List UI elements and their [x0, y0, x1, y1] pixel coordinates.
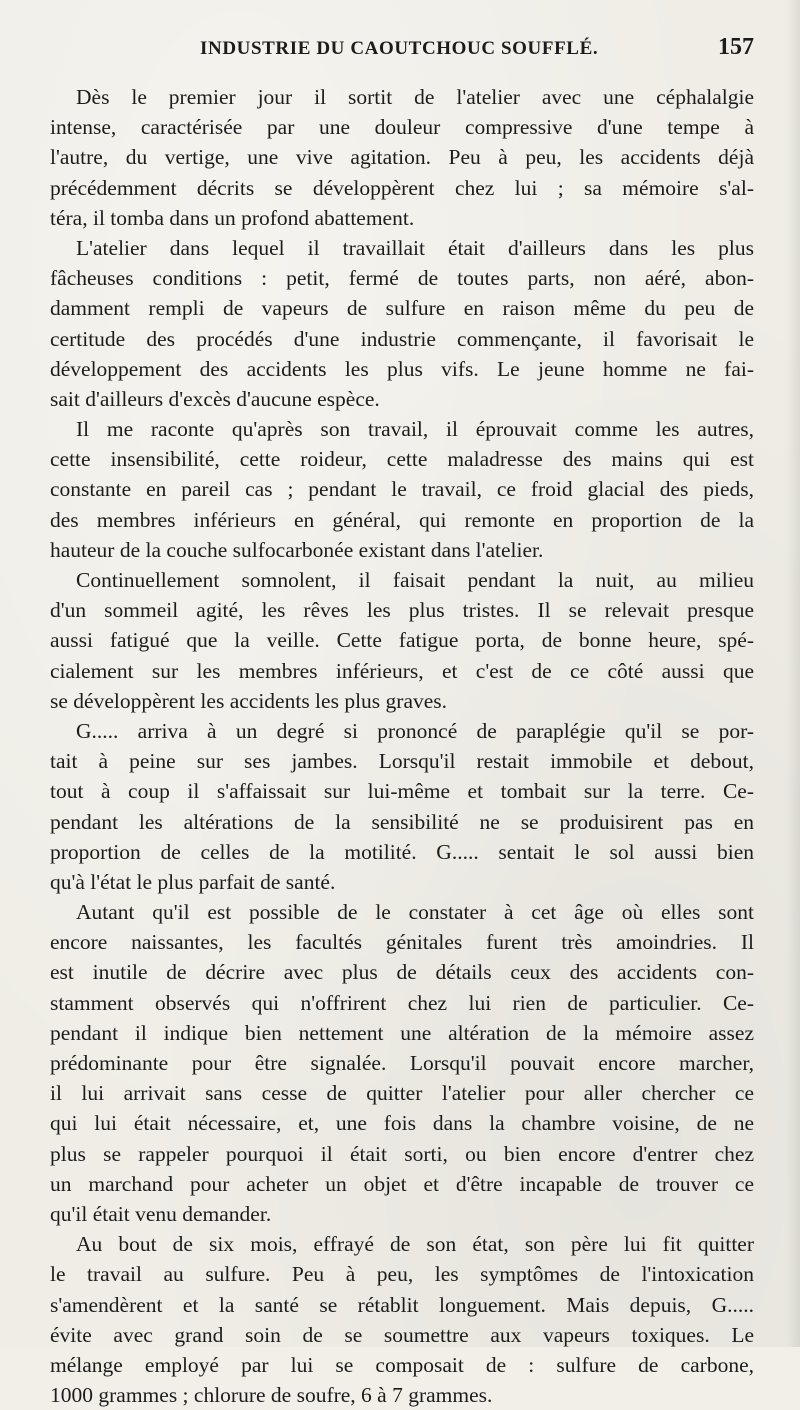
text-line: développement des accidents les plus vifs. Le jeune homme ne fai-: [50, 356, 754, 381]
paragraph: [50, 82, 754, 233]
text-line: pendant il indique bien nettement une altération de la mémoire assez: [50, 1020, 754, 1045]
text-line: tait à peine sur ses jambes. Lorsqu'il restait immobile et debout,: [50, 749, 754, 774]
text-line: s'amendèrent et la santé se rétablit longuement. Mais depuis, G.....: [50, 1292, 754, 1317]
text-line: fâcheuses conditions : petit, fermé de toutes parts, non aéré, abon-: [50, 266, 754, 291]
text-line: est inutile de décrire avec plus de détails ceux des accidents con-: [50, 960, 754, 985]
text-line: Dès le premier jour il sortit de l'atelier avec une céphalalgie: [76, 85, 754, 109]
text-line: le travail au sulfure. Peu à peu, les symptômes de l'intoxication: [50, 1262, 754, 1287]
paragraph: [50, 414, 754, 565]
text-line: précédemment décrits se développèrent chez lui ; sa mémoire s'al-: [50, 175, 754, 200]
page-number: 157: [718, 34, 754, 60]
running-title: INDUSTRIE DU CAOUTCHOUC SOUFFLÉ.: [200, 38, 599, 59]
text-line: tout à coup il s'affaissait sur lui-même et tombait sur la terre. Ce-: [50, 779, 754, 804]
text-line: damment rempli de vapeurs de sulfure en raison même du peu de: [50, 296, 754, 321]
text-line: un marchand pour acheter un objet et d'être incapable de trouver ce: [50, 1171, 754, 1196]
text-line: G..... arriva à un degré si prononcé de paraplégie qu'il se por-: [76, 718, 754, 743]
text-line: qu'à l'état le plus parfait de santé.: [50, 869, 336, 894]
text-line: L'atelier dans lequel il travaillait était d'ailleurs dans les plus: [76, 235, 754, 260]
text-line: pendant les altérations de la sensibilité ne se produisirent pas en: [50, 809, 754, 834]
text-line: l'autre, du vertige, une vive agitation. Peu à peu, les accidents déjà: [50, 145, 754, 170]
text-line: Continuellement somnolent, il faisait pendant la nuit, au milieu: [76, 568, 754, 592]
text-line: mélange employé par lui se composait de : sulfure de carbone,: [50, 1352, 754, 1377]
text-line: 1000 grammes ; chlorure de soufre, 6 à 7 grammes.: [50, 1383, 493, 1408]
text-line: constante en pareil cas ; pendant le travail, ce froid glacial des pieds,: [50, 477, 754, 502]
text-line: qui lui était nécessaire, et, une fois dans la chambre voisine, de ne: [50, 1111, 754, 1136]
page-edge-shadow: [786, 0, 800, 1347]
text-line: Autant qu'il est possible de le constater à cet âge où elles sont: [76, 900, 754, 925]
text-line: aussi fatigué que la veille. Cette fatigue porta, de bonne heure, spé-: [50, 628, 754, 653]
text-line: cialement sur les membres inférieurs, et c'est de ce côté aussi que: [50, 658, 754, 683]
text-line: encore naissantes, les facultés génitales furent très amoindries. Il: [50, 930, 754, 955]
text-line: il lui arrivait sans cesse de quitter l'atelier pour aller chercher ce: [50, 1081, 754, 1106]
paragraph: [50, 565, 754, 716]
paragraph: [50, 1229, 754, 1410]
text-line: hauteur de la couche sulfocarbonée existant dans l'atelier.: [50, 537, 544, 562]
text-line: téra, il tomba dans un profond abattement.: [50, 205, 415, 230]
text-line: cette insensibilité, cette roideur, cette maladresse des mains qui est: [50, 447, 754, 472]
text-line: Il me raconte qu'après son travail, il éprouvait comme les autres,: [76, 417, 754, 442]
text-line: prédominante pour être signalée. Lorsqu'il pouvait encore marcher,: [50, 1051, 754, 1075]
paragraph: [50, 716, 754, 897]
text-line: se développèrent les accidents les plus graves.: [50, 688, 448, 713]
body-text: [50, 82, 754, 1410]
text-line: d'un sommeil agité, les rêves les plus tristes. Il se relevait presque: [50, 598, 754, 623]
text-line: qu'il était venu demander.: [50, 1201, 272, 1226]
text-line: stamment observés qui n'offrirent chez lui rien de particulier. Ce-: [50, 990, 754, 1015]
page-header: [50, 34, 754, 68]
paragraph: [50, 233, 754, 414]
text-line: certitude des procédés d'une industrie commençante, il favorisait le: [50, 326, 754, 351]
paragraph: [50, 897, 754, 1229]
text-line: évite avec grand soin de se soumettre aux vapeurs toxiques. Le: [50, 1322, 754, 1347]
text-line: intense, caractérisée par une douleur compressive d'une tempe à: [50, 115, 754, 140]
text-line: des membres inférieurs en général, qui remonte en proportion de la: [50, 507, 754, 532]
text-line: Au bout de six mois, effrayé de son état, son père lui fit quitter: [76, 1232, 754, 1257]
text-line: sait d'ailleurs d'excès d'aucune espèce.: [50, 386, 380, 411]
text-line: plus se rappeler pourquoi il était sorti, ou bien encore d'entrer chez: [50, 1141, 754, 1166]
text-line: proportion de celles de la motilité. G..... sentait le sol aussi bien: [50, 839, 754, 864]
